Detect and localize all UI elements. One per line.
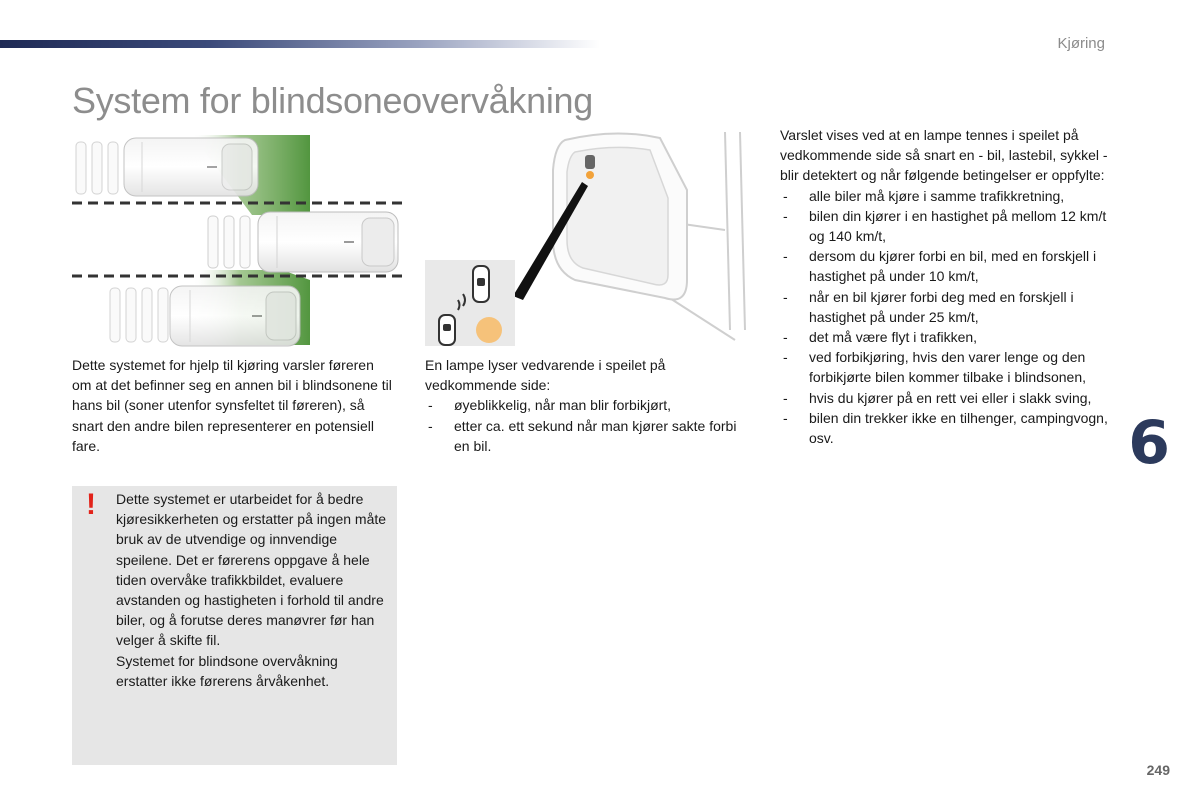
exclamation-icon: ! <box>86 488 96 521</box>
warning-lamp-icon <box>585 155 595 179</box>
list-item: - øyeblikkelig, når man blir forbikjørt, <box>425 395 755 415</box>
list-item: - ved forbikjøring, hvis den varer lenge og den forbikjørte bilen kommer tilbake i blindsonen, <box>780 347 1110 387</box>
list-item: - når en bil kjører forbi deg med en forskjell i hastighet på under 25 km/t, <box>780 287 1110 327</box>
lamp-conditions-list <box>425 395 755 456</box>
warning-box <box>72 486 397 765</box>
blind-spot-traffic-illustration <box>72 130 402 350</box>
page-title: System for blindsoneovervåkning <box>72 80 593 121</box>
mirror-icon <box>425 130 755 350</box>
list-item: - det må være flyt i trafikken, <box>780 327 1110 347</box>
list-item: - hvis du kjører på en rett vei eller i slakk sving, <box>780 388 1110 408</box>
lamp-intro: En lampe lyser vedvarende i speilet på vedkommende side: <box>425 357 666 394</box>
intro-paragraph: Dette systemet for hjelp til kjøring varsler føreren om at det befinner seg en annen bil i blindsonene til hans bil (soner utenfor synsfeltet til føreren), så snart den andre bilen representerer en potensiell fare. <box>72 357 392 454</box>
header-bar <box>0 40 600 48</box>
alert-conditions <box>780 125 1110 448</box>
car-icon <box>473 266 489 302</box>
list-item: - etter ca. ett sekund når man kjører sakte forbi en bil. <box>425 416 755 456</box>
page-number: 249 <box>1146 762 1170 778</box>
alert-intro: Varslet vises ved at en lampe tennes i speilet på vedkommende side så snart en - bil, lastebil, sykkel - blir detektert og når følgende betingelser er oppfylte: <box>780 127 1108 184</box>
warning-paragraph: Dette systemet er utarbeidet for å bedre kjøresikkerheten og erstatter på ingen måte bruk av de utvendige og innvendige speilene. Det er førerens oppgave å hele tiden overvåke trafikkbildet, evaluere avstanden og hastigheten i forhold til andre biler, og å forutse deres manøvrer før han velger å skifte fil. <box>116 491 387 649</box>
list-item: - bilen din kjører i en hastighet på mellom 12 km/t og 140 km/t, <box>780 206 1110 246</box>
list-item: - alle biler må kjøre i samme trafikkretning, <box>780 186 1110 206</box>
chapter-number: 6 <box>1128 408 1170 478</box>
warning-paragraph: Systemet for blindsone overvåkning erstatter ikke førerens årvåkenhet. <box>116 652 338 689</box>
list-item: - dersom du kjører forbi en bil, med en forskjell i hastighet på under 10 km/t, <box>780 246 1110 286</box>
section-header: Kjøring <box>1057 35 1105 52</box>
lamp-description <box>425 355 755 456</box>
intro-text <box>72 355 397 456</box>
car-icon <box>439 315 455 345</box>
alert-conditions-list <box>780 186 1110 449</box>
list-item: - bilen din trekker ikke en tilhenger, campingvogn, osv. <box>780 408 1110 448</box>
warning-lamp-icon <box>476 317 502 343</box>
car-icon <box>76 138 258 196</box>
car-icon <box>110 286 300 346</box>
car-icon <box>208 212 398 272</box>
